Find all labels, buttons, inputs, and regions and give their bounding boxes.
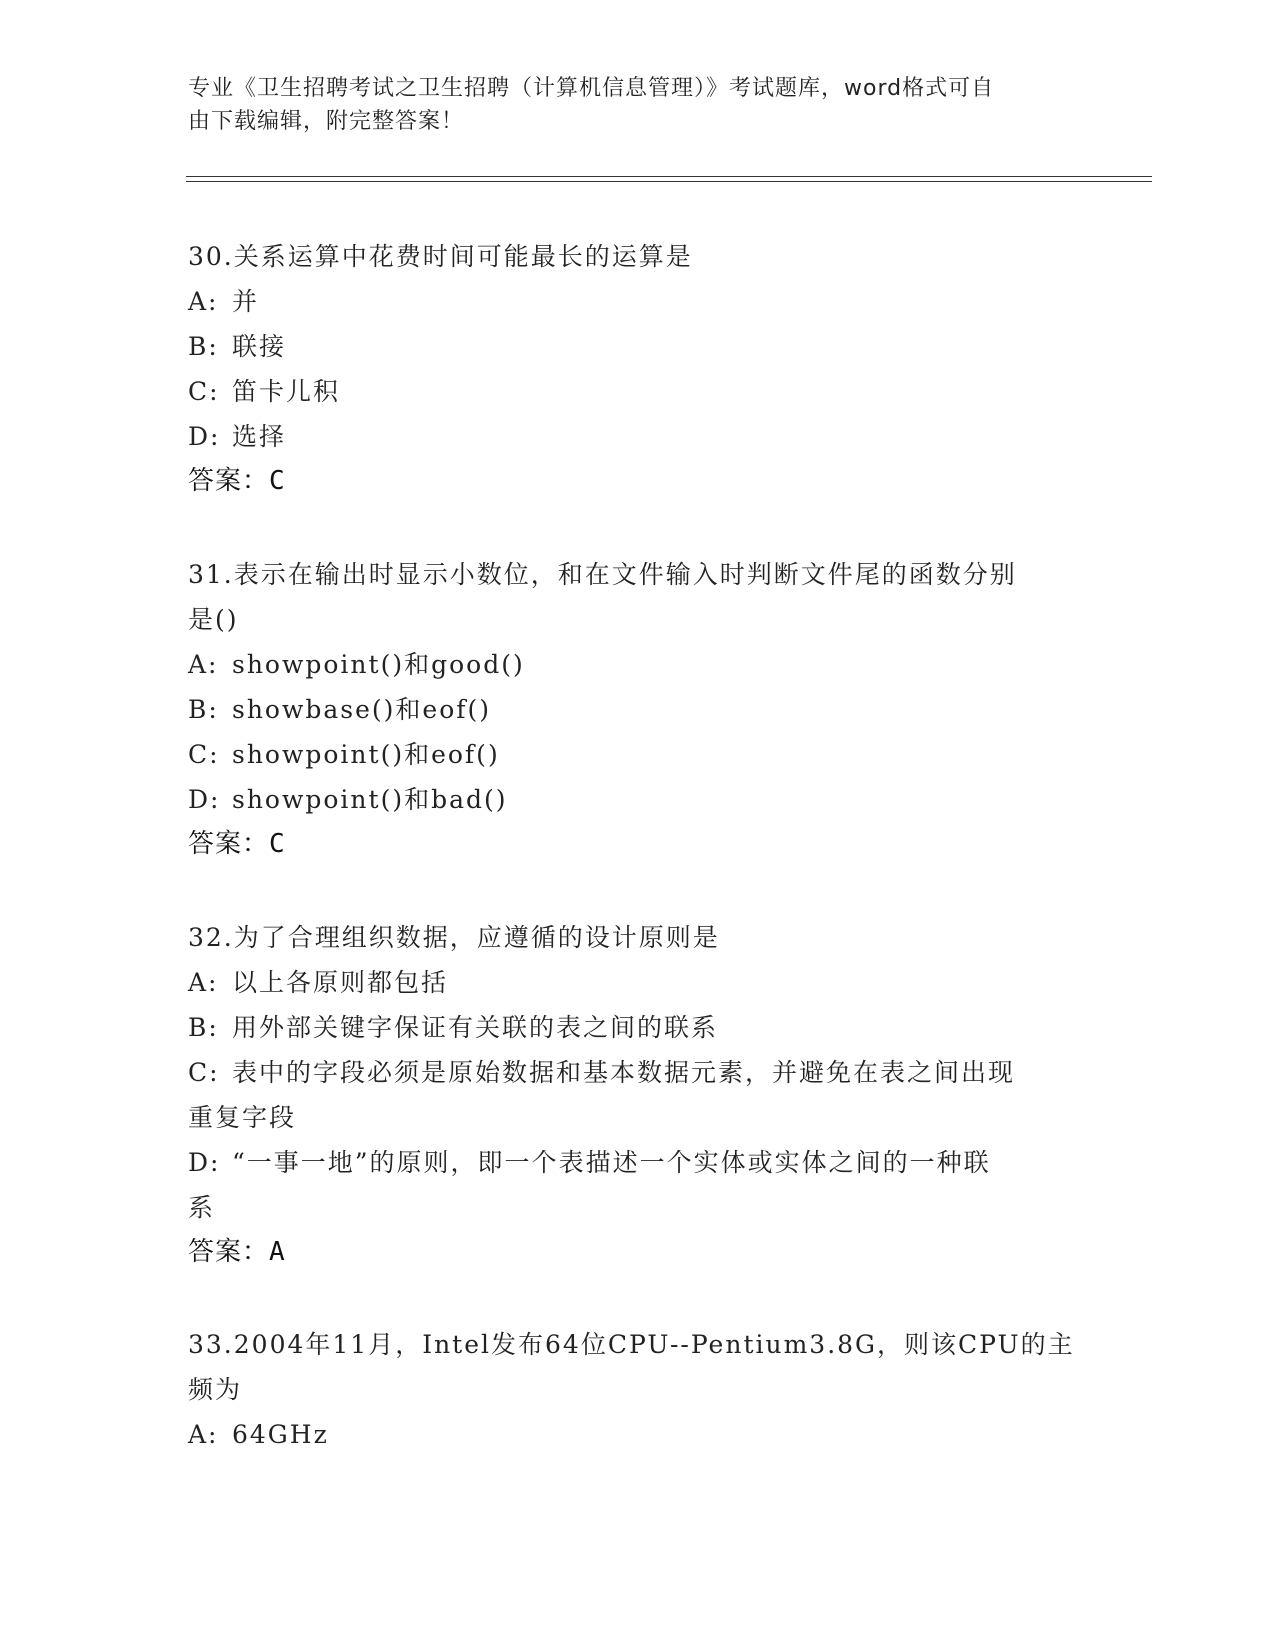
- option-letter: A:: [188, 650, 219, 679]
- option-text: showpoint()和bad(): [232, 785, 508, 814]
- header-divider-top: [186, 176, 1152, 177]
- option-text: 以上各原则都包括: [232, 968, 449, 997]
- header-line-1: 专业《卫生招聘考试之卫生招聘（计算机信息管理）》考试题库，word格式可自: [188, 76, 995, 101]
- option-letter: A:: [188, 287, 219, 316]
- option-a: [188, 960, 1088, 1005]
- question-stem-line-2: 频为: [188, 1375, 243, 1404]
- option-letter: B:: [188, 695, 219, 724]
- question-32: [188, 915, 1088, 1275]
- option-d: [188, 777, 1088, 822]
- question-stem: 30.关系运算中花费时间可能最长的运算是: [188, 242, 693, 271]
- question-31: [188, 552, 1088, 867]
- option-text: showpoint()和good(): [232, 650, 525, 679]
- option-d: [188, 414, 1088, 459]
- document-header: [188, 72, 1068, 138]
- option-c: [188, 732, 1088, 777]
- answer-value: A: [269, 1237, 286, 1267]
- answer-value: C: [269, 829, 286, 859]
- option-letter: C:: [188, 377, 220, 406]
- question-stem-line-1: 33.2004年11月，Intel发布64位CPU--Pentium3.8G，则该CPU的主: [188, 1330, 1075, 1359]
- option-c-continued: 重复字段: [188, 1103, 297, 1132]
- question-stem-line-2: 是(): [188, 605, 239, 634]
- question-stem: 32.为了合理组织数据，应遵循的设计原则是: [188, 923, 720, 952]
- question-30: [188, 234, 1088, 504]
- option-letter: C:: [188, 1058, 220, 1087]
- option-text: 并: [232, 287, 260, 316]
- option-letter: A:: [188, 1420, 219, 1449]
- option-text: 选择: [232, 422, 287, 451]
- option-text: 联接: [232, 332, 287, 361]
- option-letter: D:: [188, 785, 221, 814]
- option-b: [188, 324, 1088, 369]
- answer-line: [188, 1230, 1088, 1275]
- option-text: 64GHz: [232, 1420, 329, 1449]
- option-letter: A:: [188, 968, 219, 997]
- option-c: [188, 1050, 1088, 1095]
- answer-label: 答案：: [188, 1237, 270, 1267]
- answer-value: C: [269, 466, 286, 496]
- option-text: “一事一地”的原则，即一个表描述一个实体或实体之间的一种联: [232, 1148, 991, 1177]
- option-c: [188, 369, 1088, 414]
- option-letter: B:: [188, 332, 219, 361]
- answer-line: [188, 822, 1088, 867]
- option-d: [188, 1140, 1088, 1185]
- option-letter: D:: [188, 1148, 221, 1177]
- header-line-2: 由下载编辑，附完整答案！: [188, 109, 465, 134]
- option-text: showbase()和eof(): [232, 695, 492, 724]
- option-text: 表中的字段必须是原始数据和基本数据元素，并避免在表之间出现: [232, 1058, 1016, 1087]
- option-text: 用外部关键字保证有关联的表之间的联系: [232, 1013, 719, 1042]
- option-text: showpoint()和eof(): [232, 740, 500, 769]
- option-letter: B:: [188, 1013, 219, 1042]
- option-b: [188, 1005, 1088, 1050]
- option-text: 笛卡儿积: [232, 377, 341, 406]
- question-33: [188, 1322, 1088, 1457]
- answer-label: 答案：: [188, 466, 270, 496]
- answer-label: 答案：: [188, 829, 270, 859]
- option-a: [188, 1412, 1088, 1457]
- option-letter: D:: [188, 422, 221, 451]
- option-a: [188, 642, 1088, 687]
- header-divider-bottom: [186, 181, 1152, 182]
- option-a: [188, 279, 1088, 324]
- option-letter: C:: [188, 740, 220, 769]
- answer-line: [188, 459, 1088, 504]
- option-d-continued: 系: [188, 1193, 216, 1222]
- question-stem-line-1: 31.表示在输出时显示小数位，和在文件输入时判断文件尾的函数分别: [188, 560, 1017, 589]
- option-b: [188, 687, 1088, 732]
